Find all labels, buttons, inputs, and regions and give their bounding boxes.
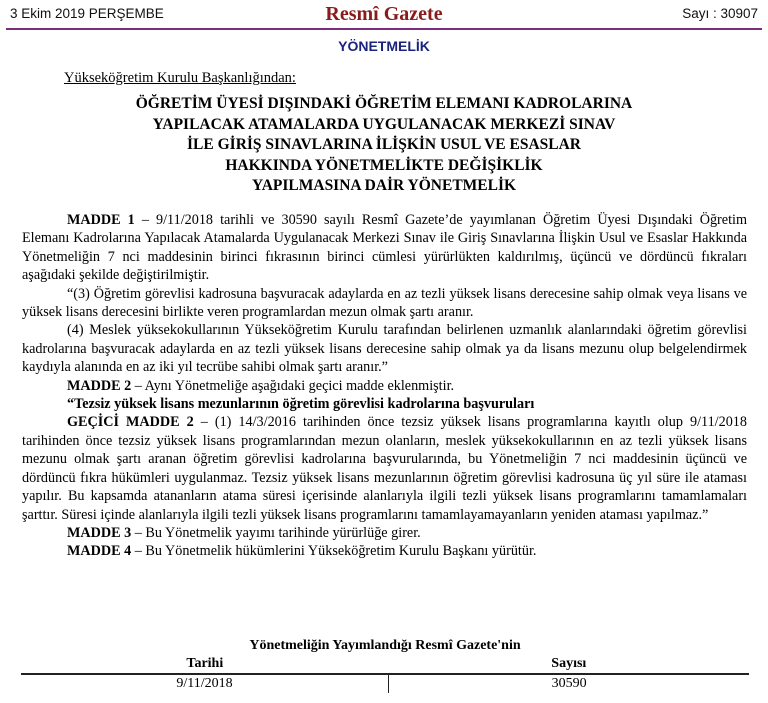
regulation-title bbox=[0, 94, 768, 197]
cell-date: 9/11/2018 bbox=[21, 674, 389, 693]
article-text: (4) Meslek yüksekokullarının Yükseköğretim Kurulu tarafından belirlenen uzmanlık alanlarındaki öğretim görevlisi kadrolarına başvuracak adaylarda en az tezli yüksek lisans derecesine sahip olmak ya da lisans mezunu olup belgelendirmek kaydıyla alanında en az iki yıl tecrübe sahibi olmak şartı aranır.” bbox=[22, 322, 747, 376]
article-label: MADDE 1 bbox=[67, 212, 135, 228]
title-line: YAPILMASINA DAİR YÖNETMELİK bbox=[251, 177, 517, 194]
title-line: İLE GİRİŞ SINAVLARINA İLİŞKİN USUL VE ESASLAR bbox=[187, 136, 581, 153]
column-header-date: Tarihi bbox=[186, 656, 224, 671]
paragraph-3 bbox=[22, 285, 747, 322]
article-label: MADDE 3 bbox=[67, 524, 132, 541]
article-label: GEÇİCİ MADDE 2 bbox=[67, 414, 194, 431]
cell-number: 30590 bbox=[389, 674, 749, 693]
title-line: ÖĞRETİM ÜYESİ DIŞINDAKİ ÖĞRETİM ELEMANI KADROLARINA bbox=[135, 95, 633, 112]
regulation-body bbox=[22, 211, 747, 561]
article-label: “Tezsiz yüksek lisans mezunlarının öğretim görevlisi kadrolarına başvuruları bbox=[67, 396, 535, 413]
gazette-header bbox=[0, 0, 768, 30]
gazette-title: Resmî Gazete bbox=[325, 3, 443, 25]
issue-number: Sayı : 30907 bbox=[682, 6, 758, 21]
article-1 bbox=[22, 211, 747, 285]
issuing-authority: Yükseköğretim Kurulu Başkanlığından: bbox=[64, 70, 296, 86]
publication-info-table bbox=[21, 634, 749, 693]
header-divider bbox=[6, 28, 762, 30]
article-text: – Aynı Yönetmeliğe aşağıdaki geçici madde eklenmiştir. bbox=[131, 377, 455, 394]
article-text: – Bu Yönetmelik hükümlerini Yükseköğretim Kurulu Başkanı yürütür. bbox=[131, 543, 537, 560]
provisional-heading bbox=[22, 395, 747, 413]
article-text: “(3) Öğretim görevlisi kadrosuna başvuracak adaylarda en az tezli yüksek lisans derecesine sahip olmak veya lisans ve yüksek lisans derecesini birlikte veren programlardan mezun olmak şartı aranır. bbox=[22, 285, 747, 321]
article-3 bbox=[22, 524, 747, 542]
article-text: – (1) 14/3/2016 tarihinden önce tezsiz yüksek lisans programlarına kayıtlı olup 9/11/2018 tarihinden önce tezsiz yüksek lisans programlarından mezun olanların, meslek yüksekokullarının en az tezli yüksek lisans mezunu olmak şartı aranan öğretim görevlisi kadrolarına başvurularında, bu Yönetmeliğin 7 nci maddesinin üçüncü ve dördüncü fıkra hükümleri uygulanmaz. Tezsiz yüksek lisans mezunlarının öğretim görevlisi kadrosuna üç yıl süre ile ataması yapılır. Bu kapsamda atananların atama süresi içerisinde alanlarıyla ilgili tezli yüksek lisans programlarını tamamlamaları şarttır. Süresi içinde alanlarıyla ilgili tezli yüksek lisans programlarını tamamlayamayanların yeniden ataması yapılmaz.” bbox=[22, 414, 747, 523]
paragraph-4 bbox=[22, 321, 747, 376]
provisional-article-2 bbox=[22, 413, 747, 523]
table-caption: Yönetmeliğin Yayımlandığı Resmî Gazete'nin bbox=[249, 638, 521, 653]
title-line: HAKKINDA YÖNETMELİKTE DEĞİŞİKLİK bbox=[225, 156, 543, 174]
column-header-number: Sayısı bbox=[551, 656, 587, 671]
article-label: MADDE 2 bbox=[67, 377, 132, 394]
article-label: MADDE 4 bbox=[67, 543, 132, 560]
article-text: – Bu Yönetmelik yayımı tarihinde yürürlüğe girer. bbox=[131, 524, 421, 541]
article-text: – 9/11/2018 tarihli ve 30590 sayılı Resmî Gazete’de yayımlanan Öğretim Üyesi Dışındaki Öğretim Elemanı Kadrolarına Yapılacak Atamalarda Uygulanacak Merkezi Sınav ile Giriş Sınavlarına İlişkin Usul ve Esaslar Hakkında Yönetmeliğin 7 nci maddesinin birinci fıkrasının birinci cümlesi yürürlükten kaldırılmış, üçüncü ve dördüncü fıkraları aşağıdaki şekilde değiştirilmiştir. bbox=[22, 212, 748, 284]
section-heading: YÖNETMELİK bbox=[338, 38, 430, 54]
article-4 bbox=[22, 542, 747, 560]
title-line: YAPILACAK ATAMALARDA UYGULANACAK MERKEZİ SINAV bbox=[152, 115, 616, 133]
article-2 bbox=[22, 377, 747, 395]
publication-date: 3 Ekim 2019 PERŞEMBE bbox=[10, 6, 164, 21]
table-row bbox=[21, 674, 749, 693]
